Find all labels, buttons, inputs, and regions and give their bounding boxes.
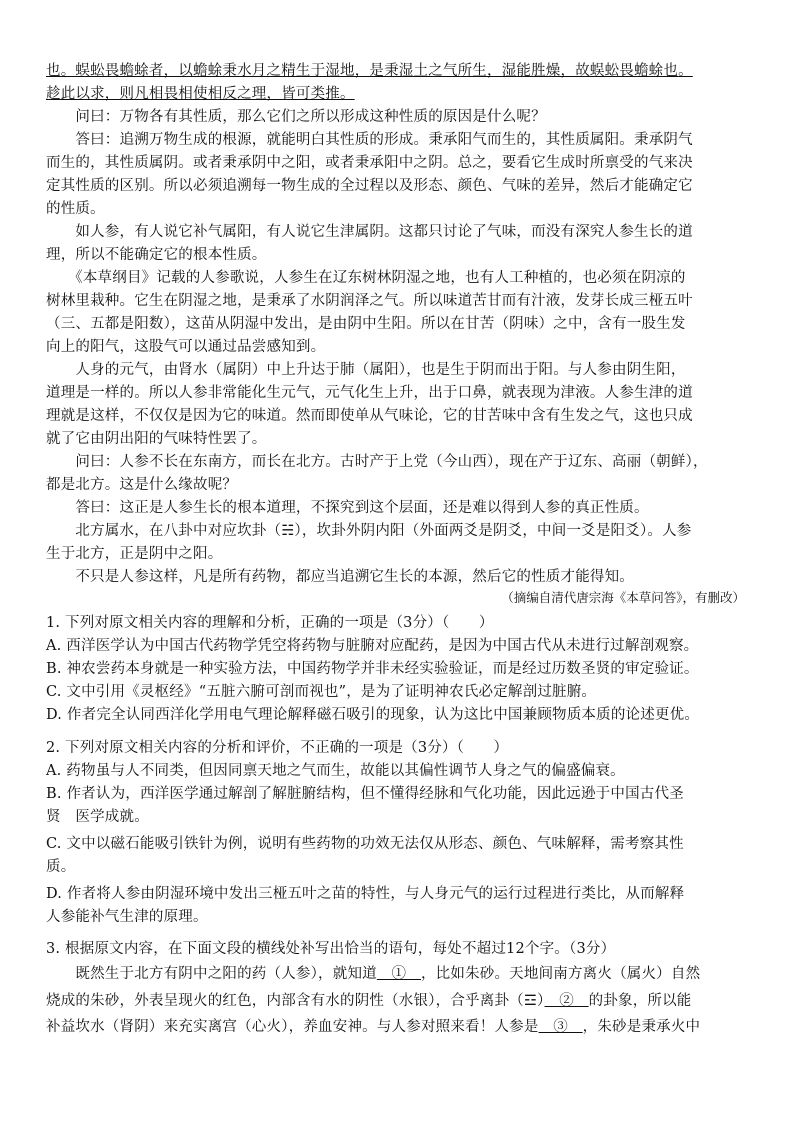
question-2-line: D. 作者将人参由阴湿环境中发出三桠五叶之苗的特性，与人身元气的运行过程进行类比，从而解释 [46, 886, 685, 902]
text-segment: 补益坎水（肾阴）来充实离宫（心火），养血安神。与人参对照来看！人参是 [46, 1019, 539, 1035]
text-line: 定其性质的区别。所以必须追溯每一物生成的全过程以及形态、颜色、气味的差异，然后才能确定它 [46, 178, 693, 194]
question-2-line: 人参能补气生津的原理。 [46, 909, 208, 925]
text-line: 就了它由阴出阳的气味特性罢了。 [46, 431, 267, 447]
text-line: 树林里栽种。它生在阴湿之地，是秉承了水阴润泽之气。所以味道苦甘而有汁液，发芽长成三桠五叶 [46, 293, 693, 309]
text-line: 问曰：人参不长在东南方，而长在北方。古时产于上党（今山西），现在产于辽东、高丽（朝鲜）， [46, 454, 708, 470]
text-line: 也。蜈蚣畏蟾蜍者，以蟾蜍秉水月之精生于湿地，是秉湿土之气所生，湿能胜燥，故蜈蚣畏蟾蜍也。 [46, 63, 693, 79]
blank-3[interactable]: ③ [538, 1019, 583, 1035]
text-line: 北方属水，在八卦中对应坎卦（☵），坎卦外阴内阳（外面两爻是阴爻，中间一爻是阳爻）。人参 [46, 523, 692, 539]
question-2-line: B. 作者认为，西洋医学通过解剖了解脏腑结构，但不懂得经脉和气化功能，因此远逊于中国古代圣 [46, 786, 684, 802]
question-3-line [46, 1016, 754, 1039]
question-2-line: 质。 [46, 859, 76, 875]
text-line: 而生的，其性质属阴。或者秉承阴中之阳，或者秉承阳中之阴。总之，要看它生成时所禀受的气来决 [46, 155, 693, 171]
text-line: 答曰：追溯万物生成的根源，就能明白其性质的形成。秉承阳气而生的，其性质属阳。秉承阴气 [46, 132, 693, 148]
question-2-stem: 2. 下列对原文相关内容的分析和评价，不正确的一项是（3分）（ ） [46, 740, 509, 756]
source-citation: （摘编自清代唐宗海《本草问答》，有删改） [501, 590, 745, 605]
text-segment: ，比如朱砂。天地间南方离火（属火）自然 [420, 966, 701, 982]
text-line: 理就是这样，不仅仅是因为它的味道。然而即使单从气味论，它的甘苦味中含有生发之气，这也只成 [46, 408, 693, 424]
text-segment: 既然生于北方有阴中之阳的药（人参），就知道 [46, 966, 377, 982]
question-2-line: A. 药物虽与人不同类，但因同禀天地之气而生，故能以其偏性调节人身之气的偏盛偏衰。 [46, 763, 625, 779]
text-line: 都是北方。这是什么缘故呢？ [46, 477, 238, 493]
text-segment: 烧成的朱砂，外表呈现火的红色，内部含有水的阴性（水银），合乎离卦（☲） [46, 993, 545, 1009]
question-1-option-a: A. 西洋医学认为中国古代药物学凭空将药物与脏腑对应配药，是因为中国古代从未进行过解剖观察。 [46, 638, 699, 654]
question-1-option-c: C. 文中引用《灵枢经》“五脏六腑可剖而视也”，是为了证明神农氏必定解剖过脏腑。 [46, 684, 597, 700]
text-line: 问曰：万物各有其性质，那么它们之所以形成这种性质的原因是什么呢？ [46, 109, 546, 125]
question-3-line [46, 990, 754, 1013]
text-line: 生于北方，正是阴中之阳。 [46, 546, 223, 562]
blank-1[interactable]: ① [376, 966, 421, 982]
question-1-option-d: D. 作者完全认同西洋化学用电气理论解释磁石吸引的现象，认为这比中国兼顾物质本质的论述更优。 [46, 707, 700, 723]
question-2-line: C. 文中以磁石能吸引铁针为例，说明有些药物的功效无法仅从形态、颜色、气味解释，需考察其性 [46, 836, 684, 852]
question-2-line: 贤 医学成就。 [46, 809, 149, 825]
question-3-line [46, 963, 754, 986]
text-line: （三、五都是阳数），这苗从阴湿中发出，是由阴中生阳。所以在甘苦（阴味）之中，含有一股生发 [46, 316, 686, 332]
text-line: 向上的阳气，这股气可以通过品尝感知到。 [46, 339, 326, 355]
text-line: 趁此以求，则凡相畏相使相反之理，皆可类推。 [46, 86, 355, 102]
text-segment: ，朱砂是秉承火中 [582, 1019, 701, 1035]
question-1-stem: 1. 下列对原文相关内容的理解和分析，正确的一项是（3分）（ ） [46, 615, 494, 631]
text-line: 的性质。 [46, 201, 105, 217]
text-line: 不只是人参这样，凡是所有药物，都应当追溯它生长的本源，然后它的性质才能得知。 [46, 569, 634, 585]
text-line: 人身的元气，由肾水（属阴）中上升达于肺（属阳），也是生于阴而出于阳。与人参由阴生阳， [46, 362, 686, 378]
text-line: 如人参，有人说它补气属阳，有人说它生津属阴。这都只讨论了气味，而没有深究人参生长的道 [46, 224, 693, 240]
question-3-stem: 3. 根据原文内容，在下面文段的横线处补写出恰当的语句，每处不超过12个字。（3分） [46, 941, 616, 957]
text-line: 答曰：这正是人参生长的根本道理，不探究到这个层面，还是难以得到人参的真正性质。 [46, 500, 649, 516]
text-line: 《本草纲目》记载的人参歌说，人参生在辽东树林阴湿之地，也有人工种植的，也必须在阴凉的 [46, 270, 686, 286]
text-line: 道理是一样的。所以人参非常能化生元气，元气化生上升，出于口鼻，就表现为津液。人参生津的道 [46, 385, 693, 401]
text-segment: 的卦象，所以能 [588, 993, 692, 1009]
blank-2[interactable]: ② [544, 993, 589, 1009]
text-line: 理，所以不能确定它的根本性质。 [46, 247, 267, 263]
question-1-option-b: B. 神农尝药本身就是一种实验方法，中国药物学并非未经实验验证，而是经过历数圣贤的审定验证。 [46, 661, 699, 677]
